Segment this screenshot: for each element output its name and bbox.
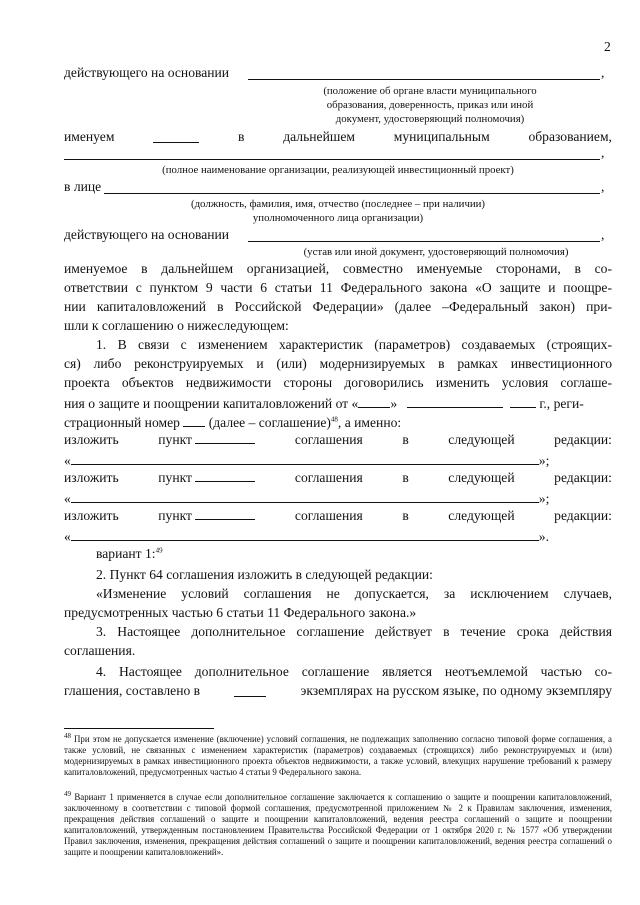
word: соглашения xyxy=(294,432,363,447)
fill-line xyxy=(358,393,390,408)
quote-line: « »; xyxy=(64,488,549,508)
variant-label: вариант 1:$^{49}$ xyxy=(96,546,163,561)
word: пункт xyxy=(158,469,255,487)
basis-label-2: действующего на основании xyxy=(64,227,230,242)
note-line: (полное наименование организации, реализующей инвестиционный проект) xyxy=(162,164,514,176)
text: (далее – соглашение) xyxy=(208,415,331,430)
fill-line xyxy=(248,79,600,80)
text: страционный номер xyxy=(64,415,180,430)
fill-line xyxy=(104,193,600,194)
word: образованием, xyxy=(528,129,612,144)
word: редакции: xyxy=(554,470,612,485)
word: изложить xyxy=(64,432,119,447)
word: в xyxy=(402,508,409,523)
word: редакции: xyxy=(554,432,612,447)
footnote-48: $^{48}$ При этом не допускается изменение (включение) условий соглашения, не подлежащих заполнению согласно типовой форме соглашения, а также условий, не связанных с изменением характеристик (параметров) создаваемых (строящихся) либо реконструируемых и (или) модернизируемых в рамках инвестиционного проекта объектов недвижимости, а также условий, влекущих нарушение требований к размеру капиталовложений, предусмотренных частью 4 статьи 9 Федерального закона. xyxy=(64,732,613,777)
word: дальнейшем xyxy=(283,129,355,144)
comma: , xyxy=(601,179,605,194)
fill-line xyxy=(183,412,205,427)
body-line: нии капиталовложений в Российской Федерации» (далее –Федеральный закон) при- xyxy=(64,299,612,314)
body-line: ответствии с пунктом 9 части 6 статьи 11 Федерального закона «О защите и поощре- xyxy=(64,280,612,295)
body-line xyxy=(64,393,584,413)
body-line: шли к соглашению о нижеследующем: xyxy=(64,318,289,333)
quote-line: « »; xyxy=(64,450,549,470)
footnote-49: $^{49}$ Вариант 1 применяется в случае если дополнительное соглашение заключается к соглашению о защите и поощрении капиталовложений, заключенному в соответствии с типовой формой соглашения, предусмотренной приложением № 2 к Правилам заключения, изменения, прекращения действия соглашений о защите и поощрении капиталовложений, ведения реестра соглашений о защите и поощрении капиталовложений, утвержденным постановлением Правительства Российской Федерации от 1 октября 2020 г. № 1577 «Об утверждении Правил заключения, изменения, прекращения действия соглашений о защите и поощрении капиталовложений, ведения реестра соглашений о защите и поощрении капиталовложений». xyxy=(64,790,612,857)
basis-label-1: действующего на основании xyxy=(64,65,230,80)
word: изложить xyxy=(64,508,119,523)
note-line: (положение об органе власти муниципального xyxy=(323,85,537,97)
fill-line xyxy=(407,393,503,408)
footnote-separator xyxy=(64,728,214,729)
note-line: (должность, фамилия, имя, отчество (последнее – при наличии) xyxy=(190,198,486,210)
body-line: проекта объектов недвижимости стороны договорились изменить условия соглаше- xyxy=(64,375,612,390)
word: редакции: xyxy=(554,508,612,523)
item-4: 4. Настоящее дополнительное соглашение является неотъемлемой частью со- xyxy=(96,664,612,679)
comma: , xyxy=(601,65,605,80)
body-line: глашения, составлено в экземплярах на русском языке, по одному экземпляру xyxy=(64,683,612,698)
note-line: (устав или иной документ, удостоверяющий полномочия) xyxy=(303,246,569,258)
fill-line xyxy=(64,159,600,160)
fill-line xyxy=(510,393,536,408)
fill-line xyxy=(248,241,600,242)
text: ния о защите и поощрении капиталовложений от « xyxy=(64,396,359,411)
item-2-title: 2. Пункт 64 соглашения изложить в следующей редакции: xyxy=(96,567,433,582)
word: соглашения xyxy=(294,470,363,485)
face-label: в лице xyxy=(64,179,102,194)
body-line: «Изменение условий соглашения не допускается, за исключением случаев, xyxy=(96,586,612,601)
footnote-ref: 49 xyxy=(155,546,163,555)
word: следующей xyxy=(448,470,515,485)
amend-row xyxy=(64,469,612,487)
body-line: соглашения. xyxy=(64,643,136,658)
word: изложить xyxy=(64,470,119,485)
word: в xyxy=(402,470,409,485)
text: » xyxy=(390,396,398,411)
amend-row xyxy=(64,431,612,449)
word: следующей xyxy=(448,508,515,523)
note-line: образования, доверенность, приказ или иной xyxy=(326,99,534,111)
word: пункт xyxy=(158,431,255,449)
note-line: уполномоченного лица организации) xyxy=(252,212,424,224)
item-3: 3. Настоящее дополнительное соглашение действует в течение срока действия xyxy=(96,624,612,639)
word: в xyxy=(238,129,245,144)
body-line: предусмотренных частью 6 статьи 11 Федерального закона.» xyxy=(64,605,417,620)
quote-line: « ». xyxy=(64,526,549,546)
note-line: документ, удостоверяющий полномочия) xyxy=(335,113,525,125)
word: следующей xyxy=(448,432,515,447)
amend-row xyxy=(64,507,612,525)
fill-line xyxy=(153,128,199,143)
body-line xyxy=(64,412,401,432)
word: соглашения xyxy=(294,508,363,523)
comma: , xyxy=(601,227,605,242)
body-line: ся) либо реконструируемых и (или) модернизируемых в рамках инвестиционного xyxy=(64,356,612,371)
body-line: именуемое в дальнейшем организацией, совместно именуемые сторонами, в со- xyxy=(64,261,612,276)
word: в xyxy=(402,432,409,447)
word: пункт xyxy=(158,507,255,525)
text: г., реги- xyxy=(539,396,584,411)
named-line xyxy=(64,128,612,146)
page-number: 2 xyxy=(604,39,611,54)
text: , а именно: xyxy=(337,415,402,430)
word: муниципальным xyxy=(393,129,490,144)
word: именуем xyxy=(64,129,115,144)
body-line: 1. В связи с изменением характеристик (параметров) создаваемых (строящих- xyxy=(96,337,612,352)
comma: , xyxy=(601,145,605,160)
footnote-ref: 48 xyxy=(330,415,338,424)
